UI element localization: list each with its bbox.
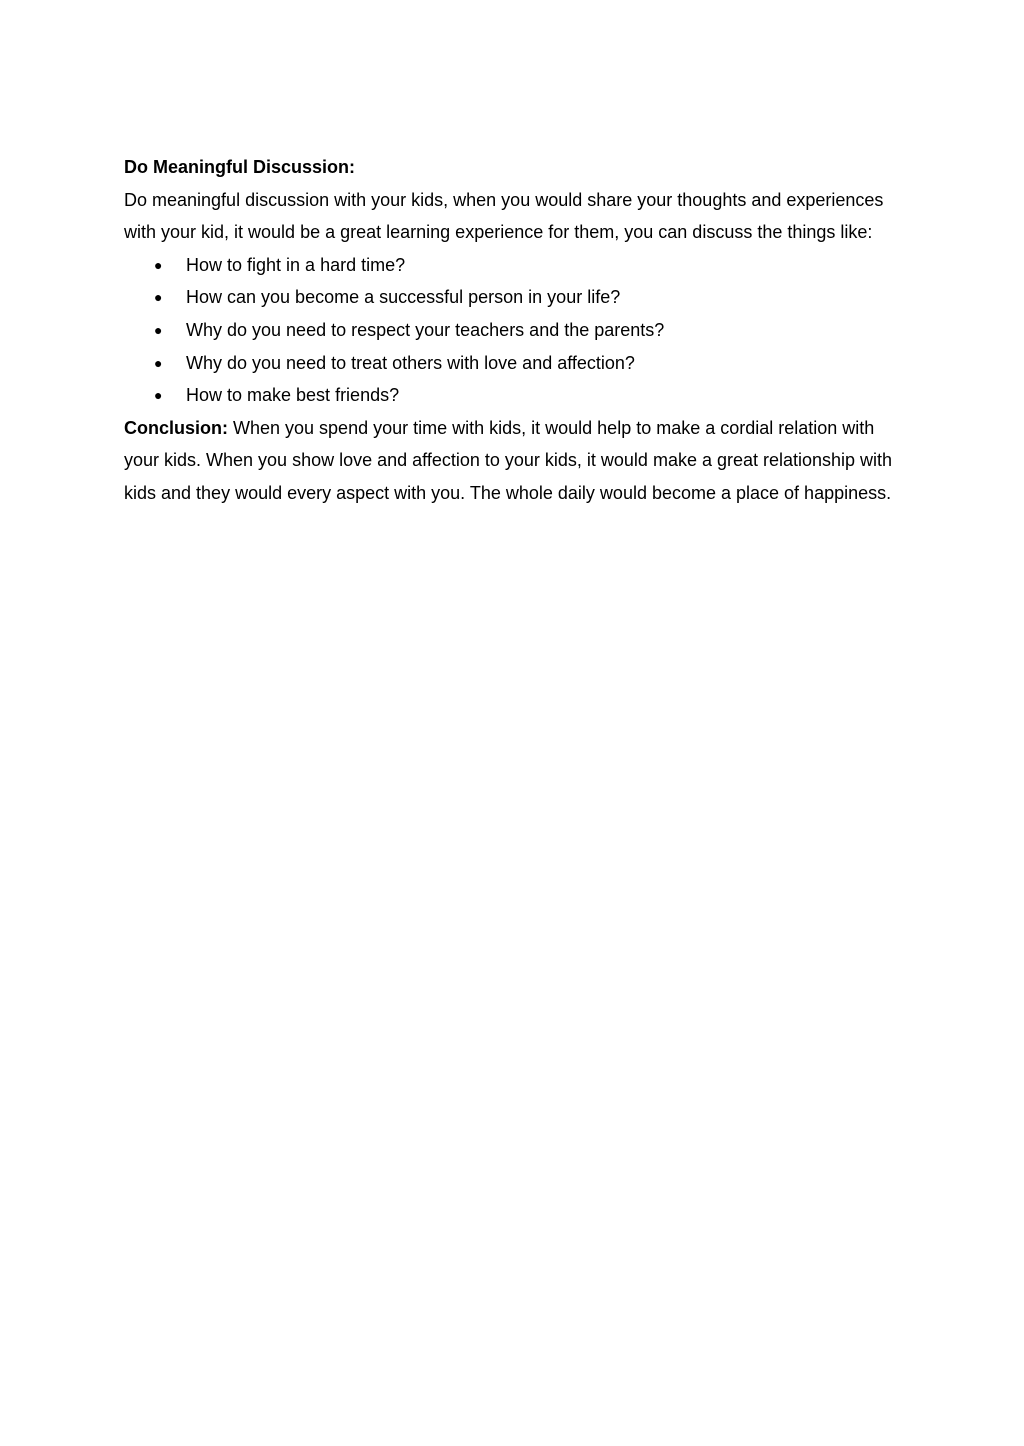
bullet-icon: ● <box>154 387 163 404</box>
conclusion-label: Conclusion: <box>124 417 228 438</box>
list-item-text: Why do you need to treat others with love and affection? <box>186 352 635 373</box>
list-item <box>124 281 904 314</box>
bullet-icon: ● <box>154 289 163 306</box>
intro-paragraph: Do meaningful discussion with your kids, when you would share your thoughts and experiences with your kid, it would be a great learning experience for them, you can discuss the things like: <box>124 189 884 243</box>
list-item <box>124 314 904 347</box>
list-item-text: How can you become a successful person in your life? <box>186 287 621 308</box>
document-page <box>124 151 904 510</box>
section-heading: Do Meaningful Discussion: <box>124 157 356 177</box>
bullet-icon: ● <box>154 354 163 371</box>
list-item-text: How to fight in a hard time? <box>186 254 406 275</box>
conclusion-text: When you spend your time with kids, it would help to make a cordial relation with your kids. When you show love and affection to your kids, it would make a great relationship with kids and they would every aspect with you. The whole daily would become a place of happiness. <box>124 417 893 503</box>
list-item <box>124 347 904 380</box>
list-item-text: How to make best friends? <box>186 385 400 406</box>
bullet-icon: ● <box>154 321 163 338</box>
discussion-list <box>124 249 904 412</box>
list-item <box>124 249 904 282</box>
list-item-text: Why do you need to respect your teachers and the parents? <box>186 319 665 340</box>
bullet-icon: ● <box>154 256 163 273</box>
conclusion-paragraph <box>124 412 904 510</box>
list-item <box>124 379 904 412</box>
